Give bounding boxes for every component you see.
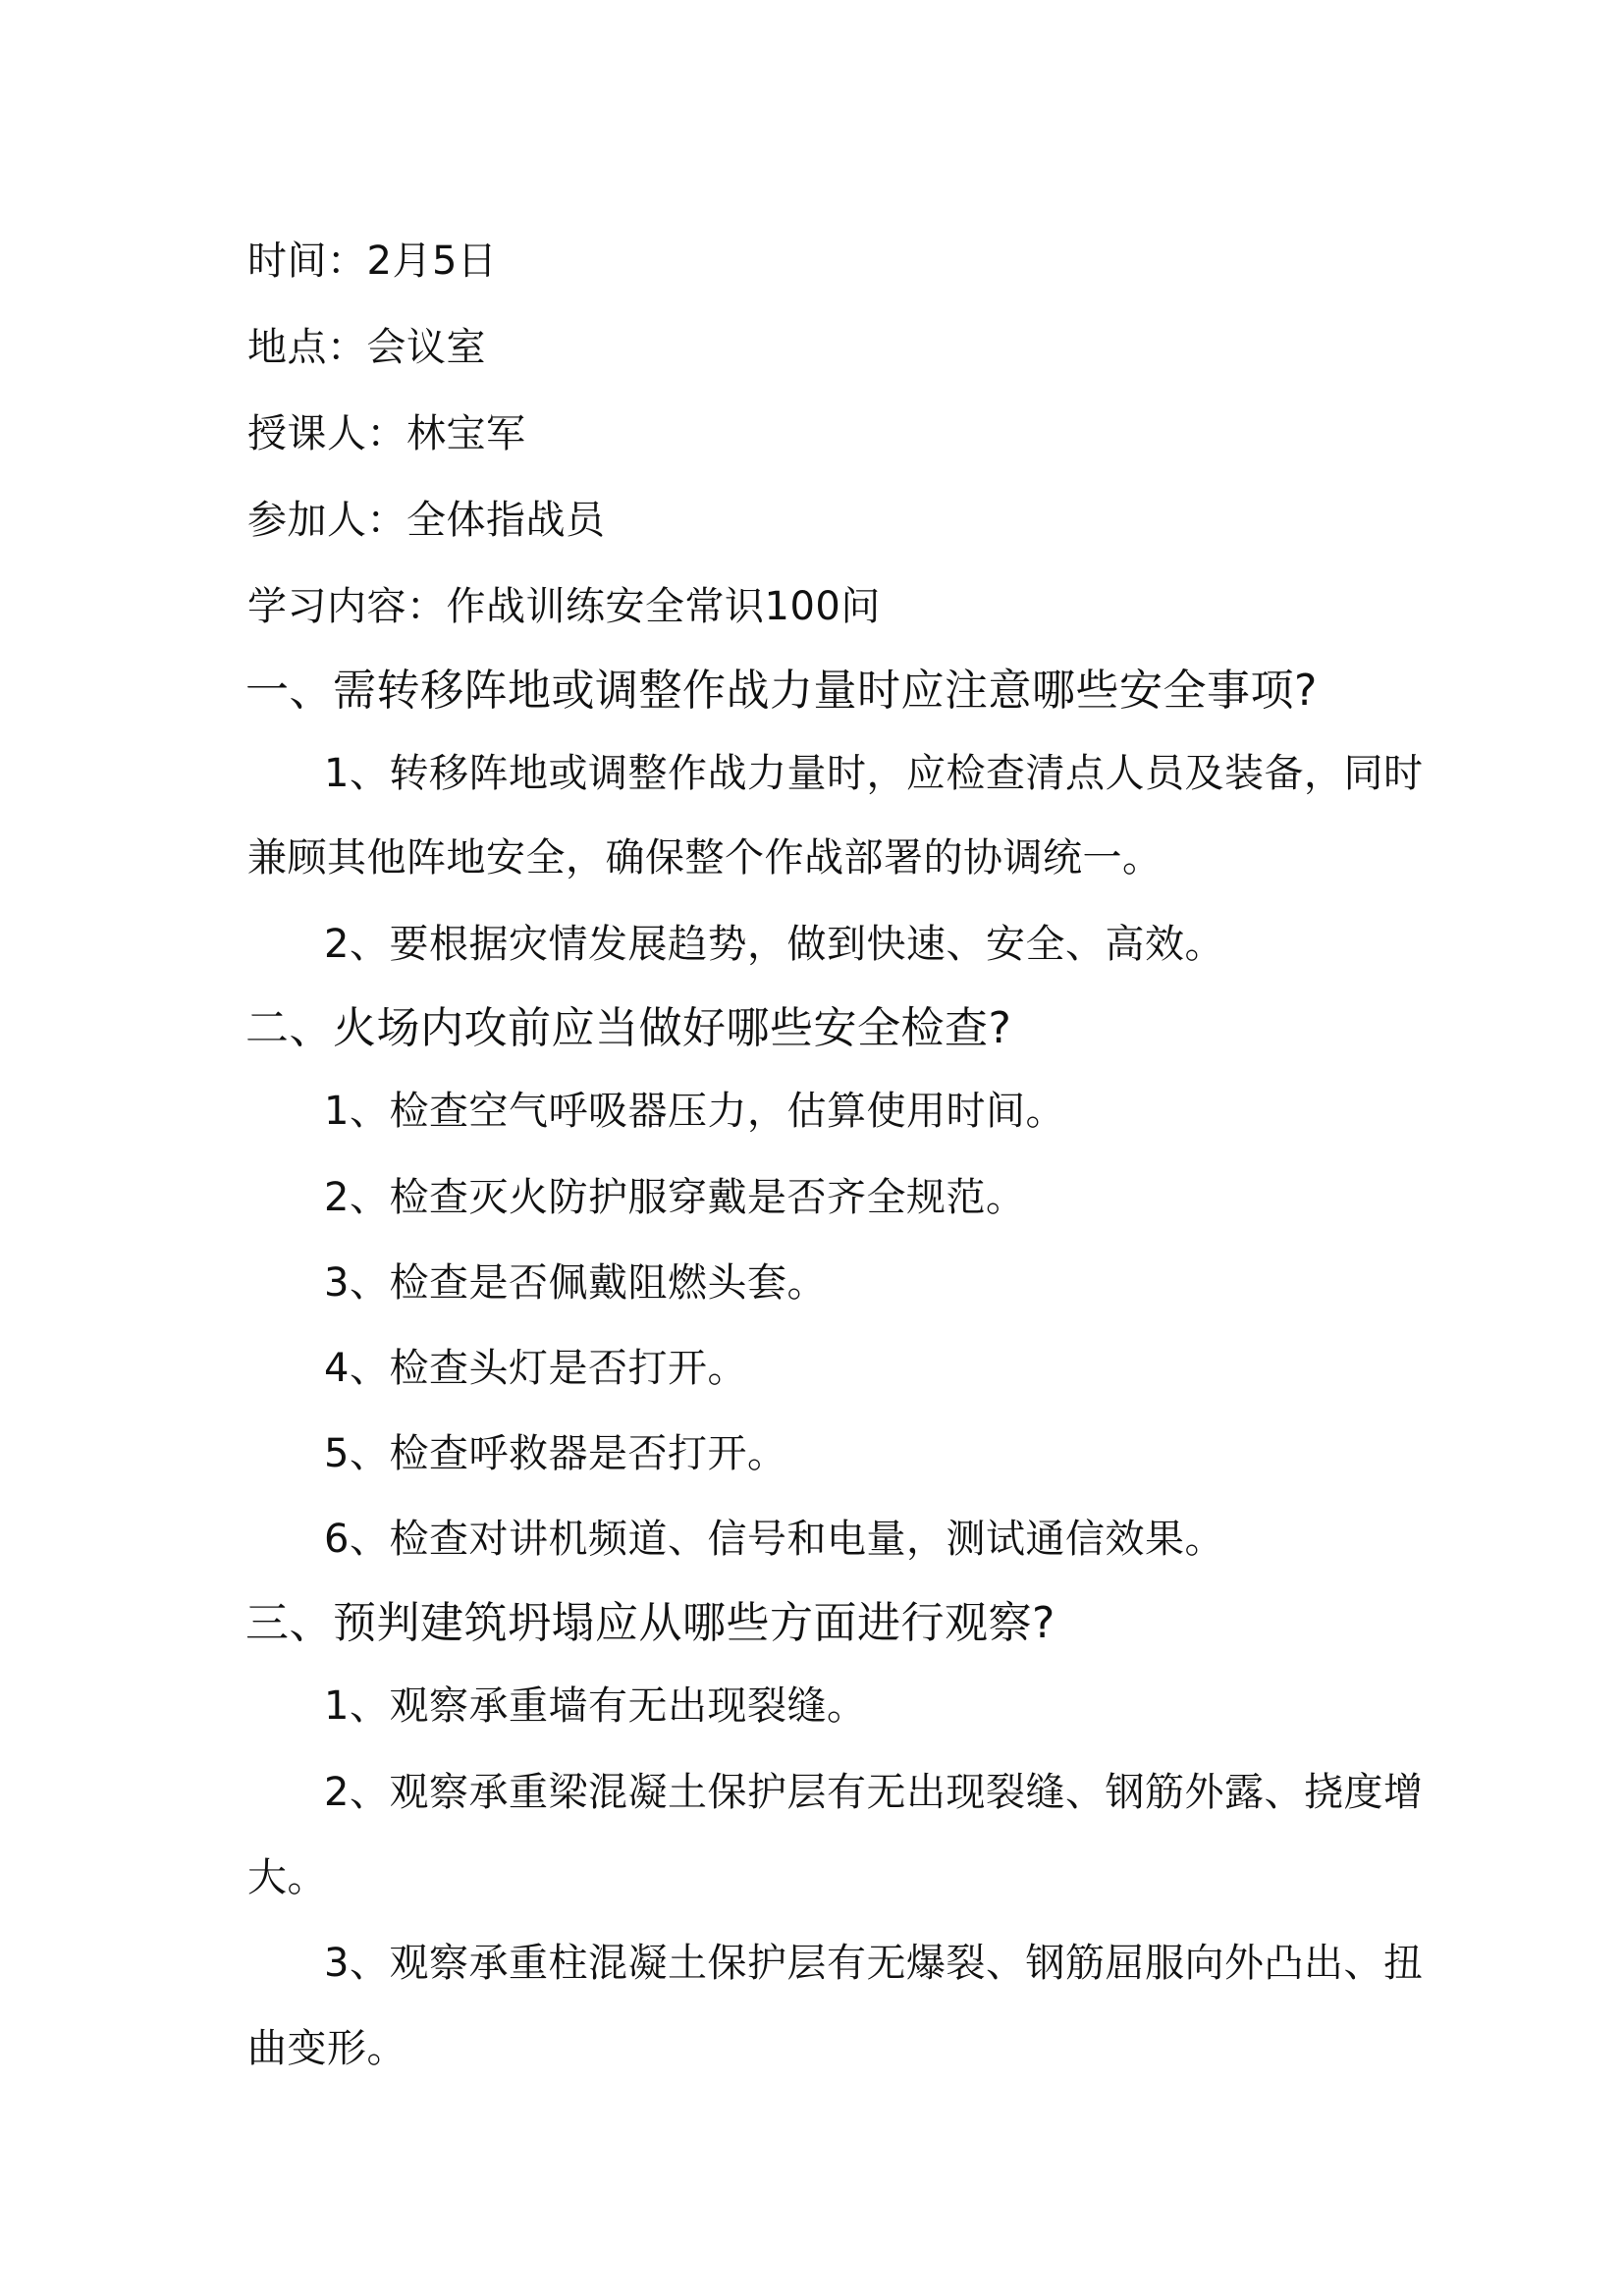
meta-time: [247, 236, 497, 287]
section-2-item-2: 2、检查灭火防护服穿戴是否齐全规范。: [324, 1175, 1026, 1220]
meta-participants-value: 全体指战员: [406, 498, 606, 543]
section-2-title: 二、火场内攻前应当做好哪些安全检查?: [245, 1003, 1012, 1053]
meta-time-label: 时间：: [247, 239, 367, 284]
meta-place-value: 会议室: [366, 325, 486, 370]
section-3-item-3-line-2: 曲变形。: [247, 2026, 406, 2071]
meta-lecturer: [247, 408, 526, 459]
meta-content-label: 学习内容：: [247, 584, 447, 629]
section-2-item-5: 5、检查呼救器是否打开。: [324, 1431, 787, 1476]
section-2-item-4: 4、检查头灯是否打开。: [324, 1346, 747, 1391]
section-1-item-2: 2、要根据灾情发展趋势，做到快速、安全、高效。: [324, 922, 1224, 967]
meta-place-label: 地点：: [247, 325, 367, 370]
section-3-item-2-line-1: 2、观察承重梁混凝土保护层有无出现裂缝、钢筋外露、挠度增: [324, 1770, 1424, 1815]
meta-participants: [247, 495, 606, 546]
meta-lecturer-label: 授课人：: [247, 411, 406, 456]
section-1-item-1-line-1: 1、转移阵地或调整作战力量时，应检查清点人员及装备，同时: [324, 751, 1424, 796]
meta-place: [247, 322, 486, 373]
section-2-item-3: 3、检查是否佩戴阻燃头套。: [324, 1260, 827, 1306]
meta-content: [247, 581, 881, 632]
meta-time-value: 2月5日: [366, 239, 498, 284]
section-2-item-6: 6、检查对讲机频道、信号和电量，测试通信效果。: [324, 1517, 1224, 1562]
meta-content-value: 作战训练安全常识100问: [446, 584, 881, 629]
section-3-item-1: 1、观察承重墙有无出现裂缝。: [324, 1683, 867, 1729]
section-3-title: 三、预判建筑坍塌应从哪些方面进行观察?: [245, 1598, 1055, 1648]
meta-lecturer-value: 林宝军: [406, 411, 526, 456]
meta-participants-label: 参加人：: [247, 498, 406, 543]
section-2-item-1: 1、检查空气呼吸器压力，估算使用时间。: [324, 1089, 1065, 1134]
section-3-item-2-line-2: 大。: [247, 1855, 327, 1900]
section-1-item-1-line-2: 兼顾其他阵地安全，确保整个作战部署的协调统一。: [247, 835, 1163, 881]
section-1-title: 一、需转移阵地或调整作战力量时应注意哪些安全事项?: [245, 666, 1318, 716]
section-3-item-3-line-1: 3、观察承重柱混凝土保护层有无爆裂、钢筋屈服向外凸出、扭: [324, 1941, 1424, 1986]
